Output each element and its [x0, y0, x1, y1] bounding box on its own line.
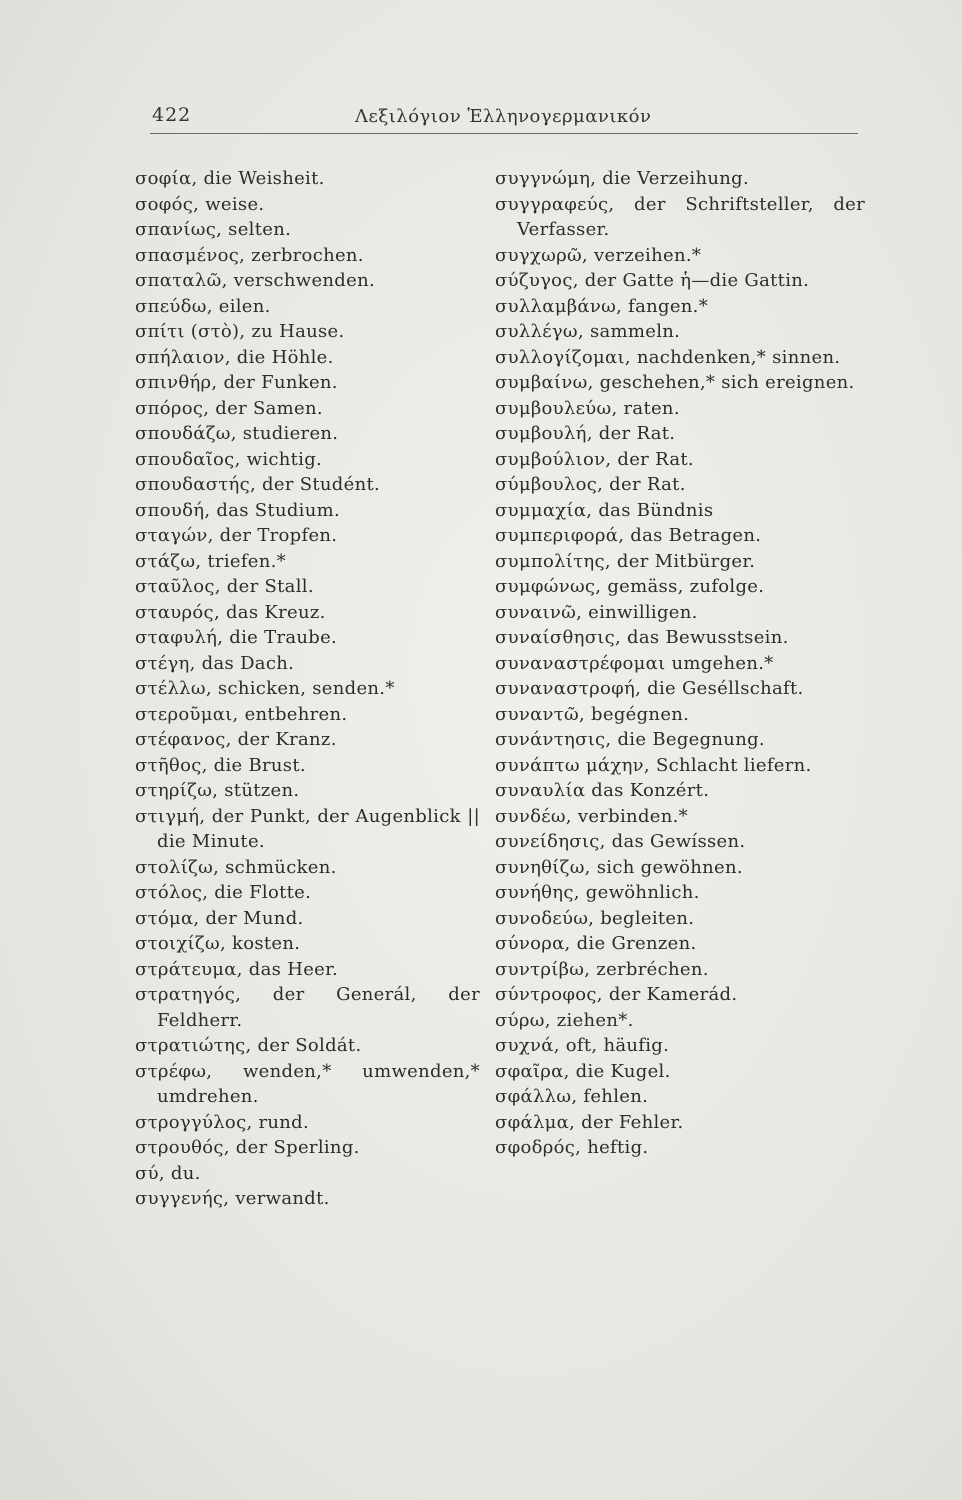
dictionary-entry: σπεύδω, eilen. — [135, 295, 271, 317]
dictionary-entry: συντρίβω, zerbréchen. — [495, 958, 709, 980]
dictionary-entry: συμπολίτης, der Mitbürger. — [495, 550, 756, 572]
dictionary-entry: συμβουλή, der Rat. — [495, 423, 676, 444]
dictionary-entry: σπουδή, das Studium. — [135, 499, 340, 521]
page-header — [150, 100, 860, 134]
header-rule — [150, 133, 858, 134]
running-title: Λεξιλόγιον Ἑλληνογερμανικόν — [355, 106, 652, 127]
dictionary-entry: σταῦλος, der Stall. — [135, 576, 314, 597]
dictionary-entry: συνοδεύω, begleiten. — [495, 907, 695, 929]
dictionary-entry: σύρω, ziehen*. — [495, 1009, 634, 1031]
dictionary-entry: συνδέω, verbinden.* — [495, 805, 688, 827]
dictionary-entry: σπήλαιον, die Höhle. — [135, 346, 334, 368]
dictionary-entry: συναυλία das Konzért. — [495, 780, 710, 801]
left-column — [135, 166, 480, 1212]
dictionary-entry: σπασμένος, zerbrochen. — [135, 244, 364, 266]
dictionary-entry: συναινῶ, einwilligen. — [495, 601, 698, 623]
dictionary-entry: σφαῖρα, die Kugel. — [495, 1060, 671, 1082]
dictionary-entry: συγγενής, verwandt. — [135, 1188, 330, 1209]
dictionary-entry: συγγνώμη, die Verzeihung. — [495, 168, 749, 189]
dictionary-entry: στόμα, der Mund. — [135, 907, 304, 929]
dictionary-entry: στιγμή, der Punkt, der Augenblick || die Minute. — [135, 805, 480, 852]
dictionary-entry: σταυρός, das Kreuz. — [135, 601, 326, 623]
dictionary-entry: συλλογίζομαι, nachdenken,* sinnen. — [495, 346, 841, 368]
dictionary-entry: σπουδαῖος, wichtig. — [135, 448, 323, 470]
dictionary-entry: σταγών, der Tropfen. — [135, 525, 338, 546]
dictionary-entry: σπουδάζω, studieren. — [135, 423, 339, 444]
dictionary-entry: στοιχίζω, kosten. — [135, 933, 301, 954]
dictionary-entry: στρογγύλος, rund. — [135, 1111, 310, 1133]
dictionary-entry: σοφός, weise. — [135, 193, 265, 215]
dictionary-entry: στράτευμα, das Heer. — [135, 958, 339, 980]
dictionary-entry: σπόρος, der Samen. — [135, 397, 323, 419]
dictionary-entry: συνείδησις, das Gewíssen. — [495, 831, 746, 852]
dictionary-entry: συναναστρέφομαι umgehen.* — [495, 652, 774, 674]
dictionary-entry: σύμβουλος, der Rat. — [495, 474, 686, 495]
dictionary-entry: συναναστροφή, die Geséllschaft. — [495, 678, 804, 699]
dictionary-entry: συμβούλιον, der Rat. — [495, 448, 694, 470]
dictionary-entry: συλλαμβάνω, fangen.* — [495, 295, 708, 317]
dictionary-entry: σοφία, die Weisheit. — [135, 168, 325, 189]
dictionary-entry: σπίτι (στὸ), zu Hause. — [135, 321, 345, 342]
dictionary-entry: στῆθος, die Brust. — [135, 754, 306, 776]
dictionary-entry: στέλλω, schicken, senden.* — [135, 678, 395, 699]
dictionary-entry: στρατηγός, der Generál, der Feldherr. — [135, 984, 480, 1031]
dictionary-entry: συχνά, oft, häufig. — [495, 1035, 670, 1056]
page-number: 422 — [152, 104, 192, 126]
dictionary-entry: συγγραφεύς, der Schriftsteller, der Verfasser. — [495, 193, 865, 240]
dictionary-entry: συμβουλεύω, raten. — [495, 397, 680, 419]
dictionary-entry: σπινθήρ, der Funken. — [135, 372, 338, 393]
dictionary-entry: συλλέγω, sammeln. — [495, 321, 681, 342]
dictionary-entry: συνάπτω μάχην, Schlacht liefern. — [495, 754, 812, 776]
dictionary-entry: συναντῶ, begégnen. — [495, 703, 690, 725]
dictionary-entry: συνηθίζω, sich gewöhnen. — [495, 856, 743, 878]
dictionary-entry: σφάλλω, fehlen. — [495, 1086, 649, 1107]
dictionary-entry: στρατιώτης, der Soldát. — [135, 1035, 362, 1056]
dictionary-entry: σφοδρός, heftig. — [495, 1137, 649, 1158]
dictionary-entry: στέγη, das Dach. — [135, 652, 295, 674]
dictionary-entry: συμφώνως, gemäss, zufolge. — [495, 576, 765, 597]
dictionary-entry: σύζυγος, der Gatte ἡ—die Gattin. — [495, 270, 810, 291]
dictionary-entry: στεροῦμαι, entbehren. — [135, 703, 348, 725]
dictionary-entry: στηρίζω, stützen. — [135, 780, 300, 801]
dictionary-entry: στολίζω, schmücken. — [135, 856, 337, 878]
dictionary-entry: στρέφω, wenden,* umwenden,* umdrehen. — [135, 1060, 480, 1107]
dictionary-entry: συνάντησις, die Begegnung. — [495, 729, 765, 750]
dictionary-entry: στόλος, die Flotte. — [135, 882, 312, 903]
dictionary-entry: σπανίως, selten. — [135, 219, 292, 240]
dictionary-entry: σταφυλή, die Traube. — [135, 627, 338, 648]
dictionary-entry: σύ, du. — [135, 1162, 201, 1184]
right-column — [495, 166, 865, 1161]
dictionary-entry: στέφανος, der Kranz. — [135, 729, 337, 750]
dictionary-entry: συμπεριφορά, das Betragen. — [495, 525, 762, 546]
dictionary-entry: συγχωρῶ, verzeihen.* — [495, 244, 702, 266]
dictionary-entry: συμβαίνω, geschehen,* sich ereignen. — [495, 372, 855, 393]
dictionary-entry: σύνορα, die Grenzen. — [495, 933, 697, 954]
dictionary-entry: σπουδαστής, der Studént. — [135, 474, 381, 495]
dictionary-entry: στρουθός, der Sperling. — [135, 1137, 360, 1158]
dictionary-entry: σπαταλῶ, verschwenden. — [135, 270, 375, 291]
dictionary-entry: συναίσθησις, das Bewusstsein. — [495, 627, 789, 648]
dictionary-entry: σφάλμα, der Fehler. — [495, 1111, 684, 1133]
dictionary-entry: στάζω, triefen.* — [135, 550, 286, 572]
dictionary-entry: συνήθης, gewöhnlich. — [495, 882, 700, 903]
dictionary-entry: σύντροφος, der Kamerád. — [495, 984, 738, 1005]
dictionary-entry: συμμαχία, das Bündnis — [495, 499, 714, 521]
